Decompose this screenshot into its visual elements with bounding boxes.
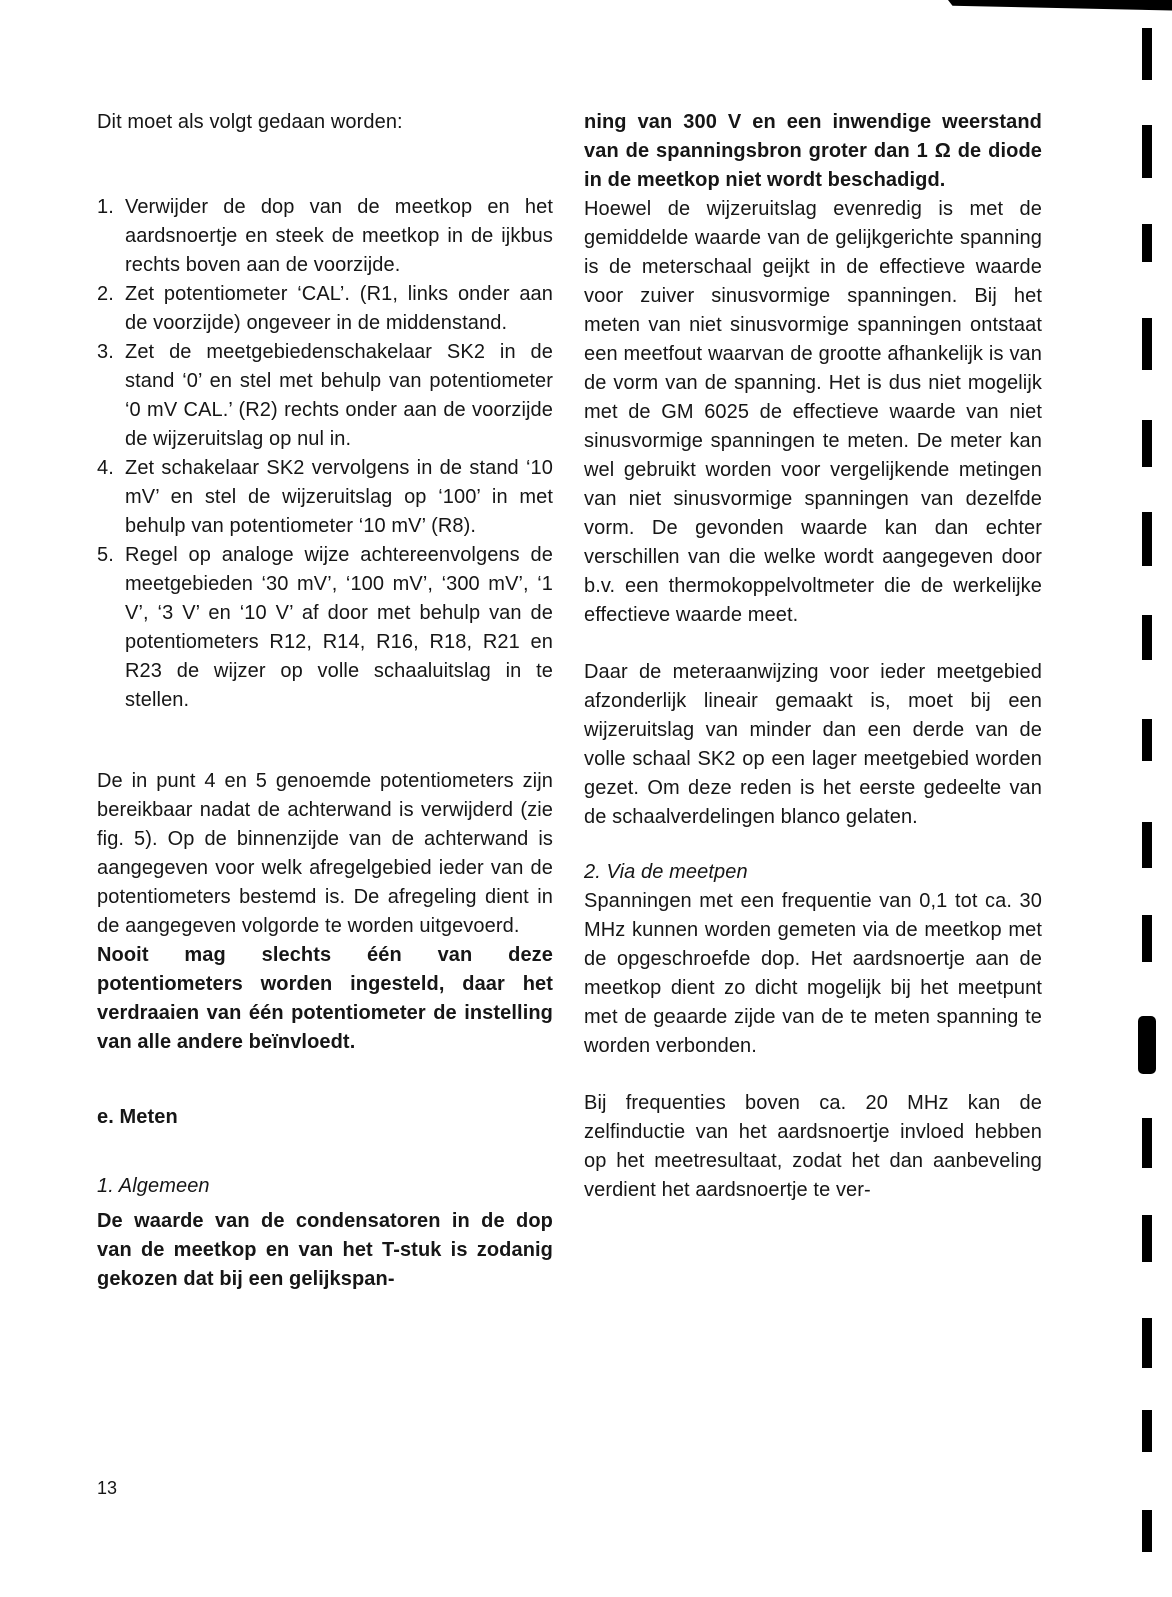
list-item-number: 1. [97,196,114,218]
page-number: 13 [97,1478,118,1498]
scan-edge-mark [1142,318,1152,370]
list-item-text: Zet de meetgebiedenschakelaar SK2 in de stand ‘0’ en stel met behulp van potentiometer ‘0 mV CAL.’ (R2) rechts onder aan de voorzijde de wijzeruitslag op nul in. [125,341,553,450]
scan-edge-mark [1142,28,1152,80]
scan-edge-mark [1142,822,1152,868]
list-item [97,454,553,541]
list-item-number: 2. [97,283,114,305]
scan-edge-mark [1142,1410,1152,1452]
paragraph-potentiometers: De in punt 4 en 5 genoemde potentiometers zijn bereikbaar nadat de achterwand is verwijderd (zie fig. 5). Op de binnenzijde van de achterwand is aangegeven voor welk afregelgebied ieder van de potentiometers bestemd is. De afregeling dient in de aangegeven volgorde te worden uitgevoerd. [97,770,553,937]
list-item-number: 5. [97,544,114,566]
scan-edge-mark [1142,1510,1152,1552]
subheading-algemeen: 1. Algemeen [97,1175,210,1197]
intro-paragraph: Dit moet als volgt gedaan worden: [97,111,403,133]
paragraph-ning-bold: ning van 300 V en een inwendige weerstand van de spanningsbron groter dan 1 Ω de diode in de meetkop niet wordt beschadigd. [584,111,1042,191]
paragraph-warning-bold: Nooit mag slechts één van deze potentiometers worden ingesteld, daar het verdraaien van één potentiometer de instelling van alle andere beïnvloedt. [97,944,553,1053]
scan-edge-mark [1142,125,1152,178]
scan-edge-mark [1142,224,1152,262]
list-item [97,338,553,454]
list-item [97,280,553,338]
scan-edge-mark [1142,615,1152,660]
scan-edge-mark [1142,915,1152,962]
list-item-number: 4. [97,457,114,479]
list-item-number: 3. [97,341,114,363]
scan-edge-mark [1142,1215,1152,1262]
list-item [97,193,553,280]
paragraph-spanningen: Spanningen met een frequentie van 0,1 tot ca. 30 MHz kunnen worden gemeten via de meetkop met de opgeschroefde dop. Het aardsnoertje aan de meetkop dient zo dicht mogelijk bij het meetpunt met de geaarde zijde van de te meten spanning te worden verbonden. [584,890,1042,1057]
heading-meten: e. Meten [97,1106,178,1128]
right-column [584,108,1042,1205]
scan-edge-mark [1142,719,1152,761]
subheading-meetpen: 2. Via de meetpen [584,861,748,883]
scan-edge-mark [1142,1318,1152,1368]
list-item-text: Verwijder de dop van de meetkop en het aardsnoertje en steek de meetkop in de ijkbus rechts boven aan de voorzijde. [125,196,553,276]
list-item-text: Zet schakelaar SK2 vervolgens in de stand ‘10 mV’ en stel de wijzeruitslag op ‘100’ in met behulp van potentiometer ‘10 mV’ (R8). [125,457,553,537]
scan-smudge-top [948,0,1172,15]
paragraph-hoewel: Hoewel de wijzeruitslag evenredig is met de gemiddelde waarde van de gelijkgerichte spanning is de meterschaal geijkt in de effectieve waarde voor zuiver sinusvormige spanningen. Bij het meten van niet sinusvormige spanningen ontstaat een meetfout waarvan de grootte afhankelijk is van de vorm van de spanning. Het is dus niet mogelijk met de GM 6025 de effectieve waarde van niet sinusvormige spanningen te meten. De meter kan wel gebruikt worden voor vergelijkende metingen van niet sinusvormige spanningen van dezelfde vorm. De gevonden waarde kan dan echter verschillen van die welke wordt aangegeven door b.v. een thermokoppelvoltmeter die de werkelijke effectieve waarde meet. [584,198,1042,626]
paragraph-daar: Daar de meteraanwijzing voor ieder meetgebied afzonderlijk lineair gemaakt is, moet bij een wijzeruitslag van minder dan een derde van de volle schaal SK2 op een lager meetgebied worden gezet. Om deze reden is het eerste gedeelte van de schaalverdelingen blanco gelaten. [584,661,1042,828]
paragraph-frequenties: Bij frequenties boven ca. 20 MHz kan de zelfinductie van het aardsnoertje invloed hebben op het meetresultaat, zodat het dan aanbeveling verdient het aardsnoertje te ver- [584,1092,1042,1201]
scan-edge-mark [1142,512,1152,566]
scan-edge-mark [1142,420,1152,467]
list-item [97,541,553,715]
list-item-text: Regel op analoge wijze achtereenvolgens de meetgebieden ‘30 mV’, ‘100 mV’, ‘300 mV’, ‘1 V’, ‘3 V’ en ‘10 V’ af door met behulp van de potentiometers R12, R14, R16, R18, R21 en R23 de wijzer op volle schaaluitslag in te stellen. [125,544,553,711]
left-column [97,108,553,1294]
instruction-list [97,193,553,715]
scan-edge-mark [1138,1016,1156,1074]
list-item-text: Zet potentiometer ‘CAL’. (R1, links onder aan de voorzijde) ongeveer in de middenstand. [125,283,553,334]
scan-edge-mark [1142,1118,1152,1168]
paragraph-condensatoren-bold: De waarde van de condensatoren in de dop van de meetkop en van het T-stuk is zodanig gekozen dat bij een gelijkspan- [97,1210,553,1290]
